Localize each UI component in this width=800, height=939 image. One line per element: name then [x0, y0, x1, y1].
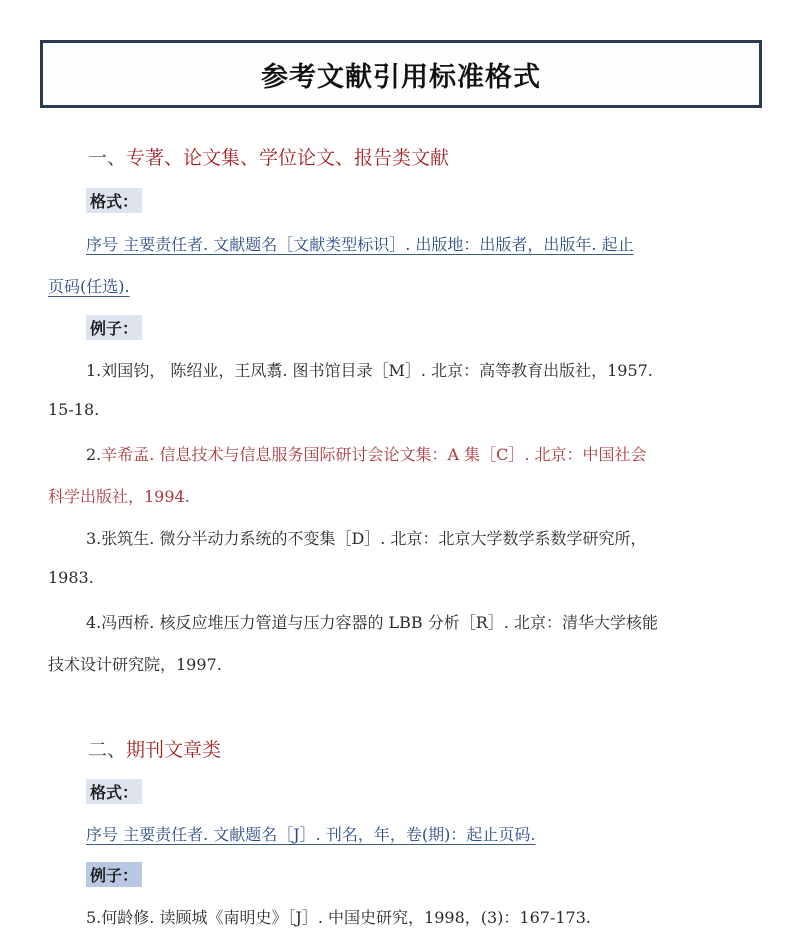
- example-text: 辛希孟. 信息技术与信息服务国际研讨会论文集：A 集［C］. 北京：中国社会: [101, 445, 647, 464]
- section-number: 一、: [88, 147, 127, 169]
- example-3: 3.张筑生. 微分半动力系统的不变集［D］. 北京：北京大学数学系数学研究所，: [86, 529, 647, 548]
- example-number: 2.: [86, 445, 102, 464]
- section-title: 期刊文章类: [126, 739, 222, 761]
- example-label: 例子：: [86, 862, 142, 887]
- example-3-cont: 1983.: [48, 568, 94, 587]
- example-label: 例子：: [86, 315, 142, 340]
- section-title: 专著、论文集、学位论文、报告类文献: [126, 147, 450, 169]
- example-5: 5.何龄修. 读顾城《南明史》［J］. 中国史研究，1998，(3)：167-173.: [86, 908, 591, 927]
- example-2: [86, 442, 647, 465]
- example-4-cont: 技术设计研究院，1997.: [48, 655, 222, 674]
- section-number: 二、: [88, 739, 127, 761]
- section-2-heading: [88, 735, 221, 762]
- section-1-heading: [88, 143, 449, 170]
- document-title: 参考文献引用标准格式: [261, 61, 541, 93]
- example-4: 4.冯西桥. 核反应堆压力管道与压力容器的 LBB 分析［R］. 北京：清华大学核能: [86, 613, 658, 632]
- title-box: [40, 40, 762, 108]
- format-line: 序号 主要责任者. 文献题名［文献类型标识］. 出版地：出版者，出版年. 起止: [86, 235, 634, 254]
- example-1-cont: 15-18.: [48, 400, 100, 419]
- format-label: 格式：: [86, 779, 142, 804]
- format-line: 序号 主要责任者. 文献题名［J］. 刊名，年，卷(期)：起止页码.: [86, 825, 536, 844]
- format-label: 格式：: [86, 188, 142, 213]
- example-2-cont: 科学出版社，1994.: [48, 487, 190, 506]
- format-line: 页码(任选).: [48, 277, 130, 296]
- example-1: 1.刘国钧， 陈绍业，王凤翥. 图书馆目录［M］. 北京：高等教育出版社，1957.: [86, 361, 653, 380]
